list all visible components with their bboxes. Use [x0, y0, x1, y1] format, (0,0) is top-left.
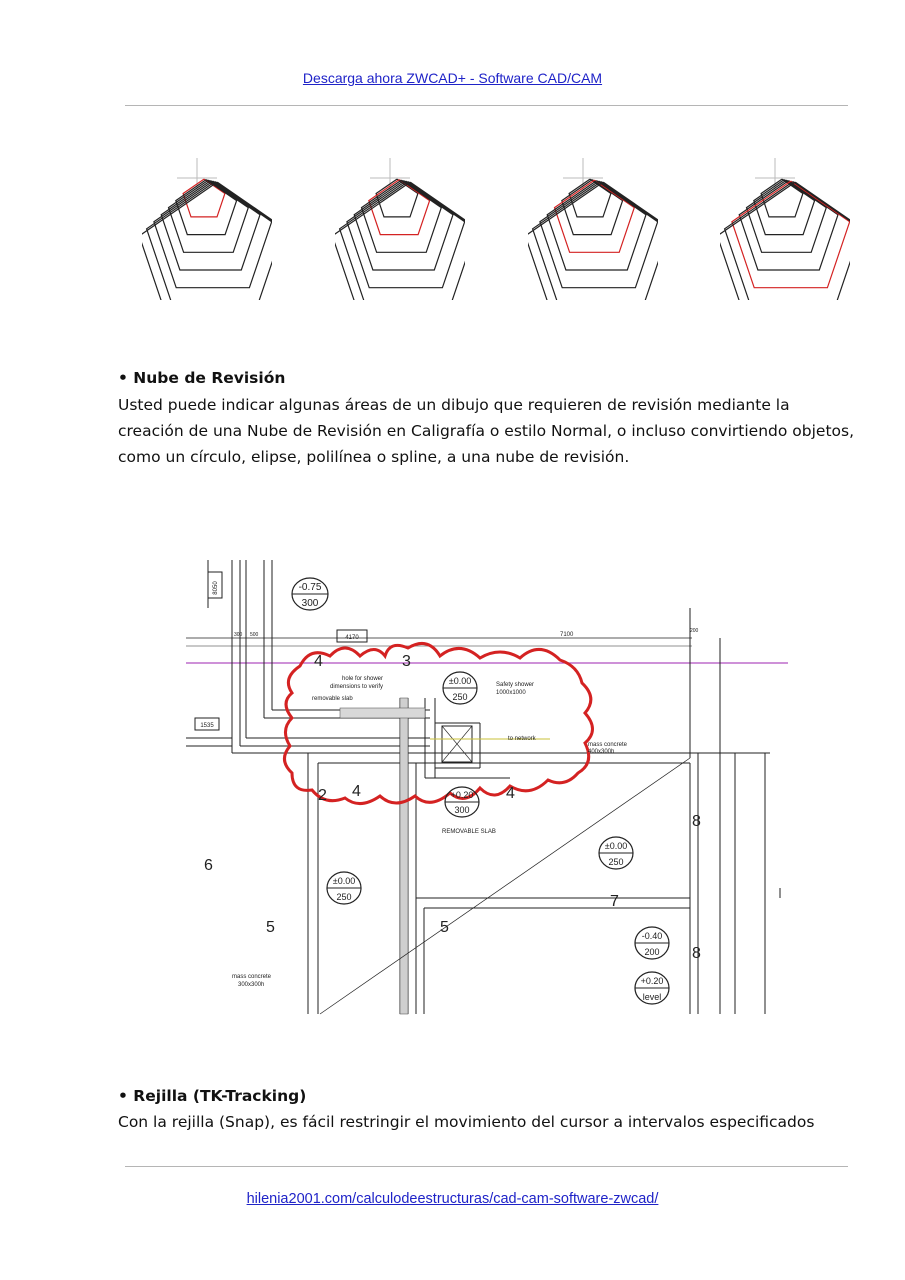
offset-pentagons-figure	[120, 140, 860, 310]
section-body-tracking: Con la rejilla (Snap), es fácil restringir el movimiento del cursor a intervalos especificados	[118, 1113, 815, 1131]
svg-text:300: 300	[234, 632, 243, 638]
header-divider	[125, 105, 848, 106]
offset-outline	[142, 182, 272, 300]
footer-divider	[125, 1166, 848, 1167]
section-marker: 5	[440, 919, 449, 936]
hatched-slab	[340, 708, 425, 718]
elevation-marker	[292, 578, 328, 610]
svg-text:200: 200	[644, 947, 660, 957]
header-download-link[interactable]: Descarga ahora ZWCAD+ - Software CAD/CAM	[302, 70, 603, 86]
offset-outline	[147, 182, 272, 300]
svg-text:±0.00: ±0.00	[448, 676, 472, 686]
svg-text:8050: 8050	[213, 581, 219, 595]
cad-floorplan-figure	[180, 548, 790, 1018]
elevation-marker	[445, 787, 479, 817]
offset-outline	[547, 181, 646, 270]
section-body-revision-cloud: Usted puede indicar algunas áreas de un dibujo que requieren de revisión mediante la creación de una Nube de Revisión en Caligrafía o estilo Normal, o incluso convirtiendo objetos, como un círculo, elipse, polilínea o spline, a una nube de revisión.	[118, 396, 855, 466]
note-text: dimensions to verify	[330, 684, 384, 690]
note-text: 400x300h	[588, 749, 615, 755]
section-line	[320, 758, 690, 1014]
elevation-marker	[635, 927, 669, 959]
note-text: hole for shower	[342, 676, 384, 682]
revision-cloud	[284, 644, 592, 804]
section-marker: 3	[402, 653, 411, 670]
svg-text:-0.40: -0.40	[641, 931, 663, 941]
svg-text:300: 300	[301, 598, 319, 609]
offset-outline	[354, 181, 453, 270]
offset-outline	[335, 182, 465, 300]
elevation-marker	[635, 972, 669, 1004]
offset-outline	[161, 181, 260, 270]
offset-outline	[533, 182, 658, 300]
svg-text:±0.00: ±0.00	[604, 841, 628, 851]
footer-source-link[interactable]: hilenia2001.com/calculodeestructuras/cad-cam-software-zwcad/	[246, 1191, 659, 1207]
svg-text:4170: 4170	[345, 635, 359, 641]
svg-text:300: 300	[454, 805, 470, 815]
svg-text:7100: 7100	[560, 632, 574, 638]
offset-pentagon-3	[528, 150, 658, 300]
svg-text:250: 250	[452, 692, 468, 702]
svg-text:250: 250	[336, 892, 352, 902]
note-text: 1000x1000	[496, 690, 526, 696]
section-marker: 5	[266, 919, 275, 936]
section-marker: 6	[204, 857, 213, 874]
svg-text:-0.75: -0.75	[298, 582, 322, 593]
section-marker: 8	[692, 813, 701, 830]
section-title-revision-cloud: • Nube de Revisión	[118, 369, 286, 387]
offset-pentagon-2	[335, 150, 465, 300]
section-marker: 8	[692, 945, 701, 962]
hatched-wall	[400, 698, 408, 1014]
note-text: removable slab	[312, 696, 353, 702]
note-text: to network	[508, 736, 536, 742]
offset-outline	[528, 182, 658, 300]
offset-outline	[720, 182, 850, 300]
svg-text:200: 200	[690, 628, 699, 634]
svg-text:250: 250	[608, 857, 624, 867]
note-text: mass concrete	[588, 742, 628, 748]
svg-text:level: level	[642, 992, 662, 1002]
offset-outline	[725, 182, 850, 300]
svg-text:1535: 1535	[200, 723, 214, 729]
note-text: Safety shower	[496, 682, 535, 688]
section-marker: 4	[352, 783, 361, 800]
section-marker: 7	[610, 893, 619, 910]
section-marker: 4	[314, 653, 323, 670]
note-text: 300x300h	[238, 982, 265, 988]
offset-outline	[739, 181, 838, 270]
svg-text:+0.20: +0.20	[640, 976, 664, 986]
svg-text:+0.20: +0.20	[450, 790, 474, 800]
section-marker: 2	[318, 787, 327, 804]
elevation-marker	[599, 837, 633, 869]
offset-pentagon-4	[720, 150, 850, 300]
elevation-marker	[443, 672, 477, 704]
svg-text:±0.00: ±0.00	[332, 876, 356, 886]
offset-outline	[340, 182, 465, 300]
elevation-marker	[327, 872, 361, 904]
svg-text:500: 500	[250, 632, 259, 638]
section-title-tracking: • Rejilla (TK-Tracking)	[118, 1087, 307, 1105]
offset-pentagon-1	[142, 150, 272, 300]
note-text: mass concrete	[232, 974, 272, 980]
note-text: REMOVABLE SLAB	[442, 829, 496, 835]
section-marker: 4	[506, 785, 515, 802]
